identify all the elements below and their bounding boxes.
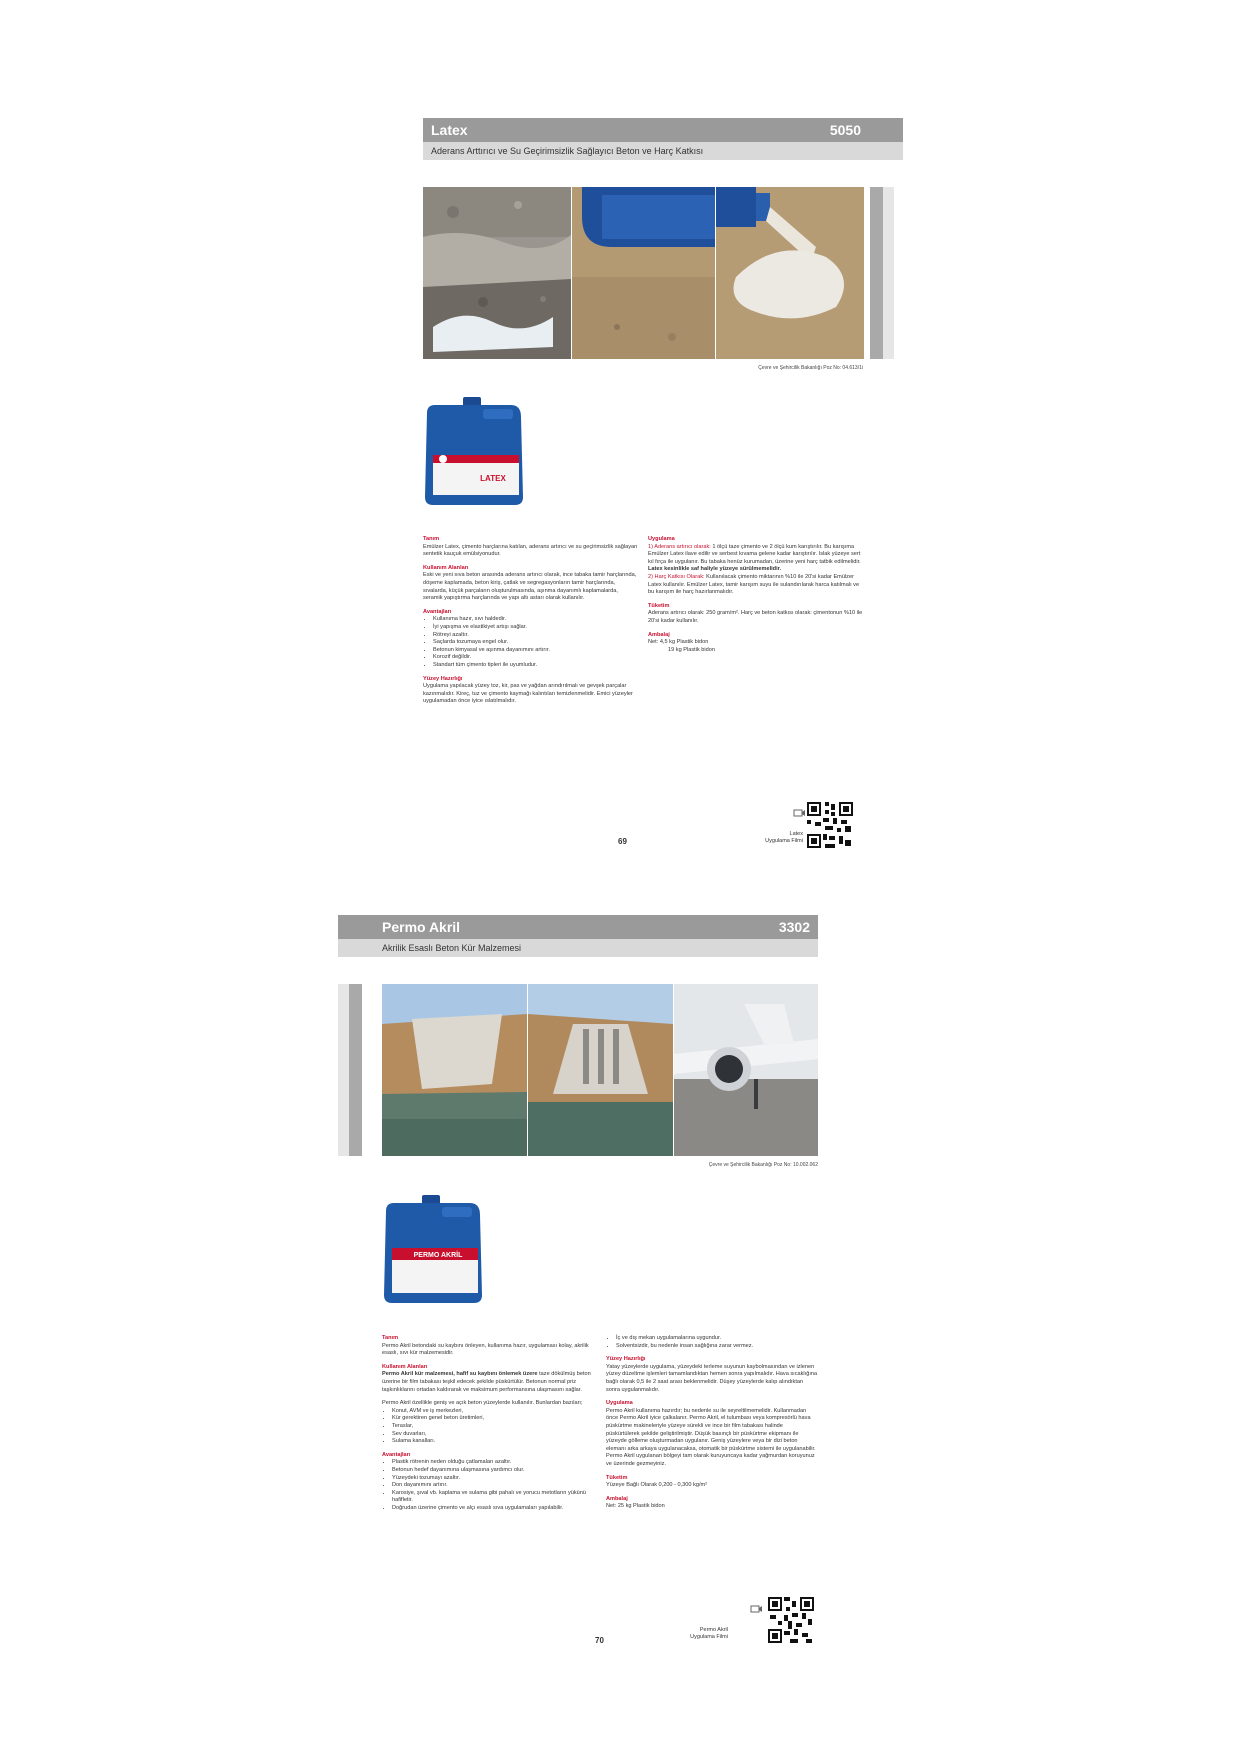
uygulama-heading: Uygulama [606,1400,633,1407]
page-number: 70 [595,1636,604,1645]
avantajlar-list [382,1459,597,1512]
ambalaj-line-1: Net: 25 kg Plastik bidon [606,1503,665,1510]
film-icon [793,805,805,815]
decorative-strip [870,187,894,359]
list-item: • Betonun hedef dayanımına ulaşmasına yardımcı olur. [392,1467,597,1475]
uygulama-heading: Uygulama [648,536,675,542]
permo-product-can [382,1193,486,1310]
ministry-poz-caption: Çevre ve Şehircilik Bakanlığı Poz No: 04.613/1i [758,365,863,371]
qr-code-icon[interactable] [807,802,853,848]
list-item: • Sulama kanalları. [392,1438,597,1446]
list-item: • Doğrudan üzerine çimento ve alçı esaslı sıva uygulamaları yapılabilir. [392,1505,597,1513]
photo-sand-container [572,187,715,359]
can-label: LATEX [480,474,506,483]
list-item: • Teraslar, [392,1423,597,1431]
latex-left-column [423,536,638,706]
list-item: • Saçlarda tozumaya engel olur. [433,639,638,647]
list-item: • Kullanıma hazır, sıvı haldedir. [433,616,638,624]
kullanim-bold: Permo Akril kür malzemesi, hafif su kaybını önlemek üzere [382,1371,538,1378]
tuketim-heading: Tüketim [606,1474,628,1481]
uygulama-text: Permo Akril kullanıma hazırdır; bu nedenle su ile seyreltilmemelidir. Kullanmadan önce Permo Akril iyice çalkalanır. Permo Akril, el tulumbası veya kompresörlü hava püskürtme makineleriyle yüzeye sürekli ve ince bir film tabakası halinde püskürtülerek şekilde geliştirilmiştir. Düşük basınçlı bir püskürtme ekipmanı ile yüzeyde gölleme oluşturmadan uygulanır. Geniş yüzeylere veya bir dizi beton elemanı arka arkaya uygulanacaksa, otomatik bir püskürtme sistemi ile uygulanabilir. Permo Akril uygulanan bölgeyi tam olarak kuruyuncaya kadar yağmurdan koruyunuz ve üzerinde gezmeyiniz. [606,1407,816,1467]
tanim-text: Emülzer Latex, çimento harçlarına katılan, aderans artırıcı ve su geçirimsizlik sağlayan sentetik kauçuk emülsiyonudur. [423,543,638,558]
list-item: • Korozif değildir. [433,654,638,662]
photo-dam-2 [528,984,673,1156]
avantajlar-heading: Avantajları [423,608,452,615]
yuzey-text: Uygulama yapılacak yüzey toz, kir, pas ve yağdan arındırılmalı ve gevşek parçalar kazınmalıdır. Kireç, tuz ve çimento kaymağı kalıntıları temizlenmelidir. Emici yüzeyler uygulamadan önce iyice ıslatılmalıdır. [423,683,633,705]
decorative-strip [338,984,362,1156]
product-subtitle-bar [338,939,818,957]
list-item: • Sev duvarları, [392,1431,597,1439]
tuketim-text: Yüzeye Bağlı Olarak 0,200 - 0,300 kg/m² [606,1482,708,1489]
list-item: • Don dayanımını artırır. [392,1482,597,1490]
film-icon [750,1601,762,1611]
list-item: • Karosiye, şıval vb. kaplama ve sulama gibi pahalı ve yorucu metotların yükünü hafifletir. [392,1490,597,1505]
qr-caption-line-1: Latex [789,831,803,837]
ambalaj-line-2: 19 kg Plastik bidon [668,646,715,653]
tanim-heading: Tanım [423,536,440,542]
tanim-text: Permo Akril betondaki su kaybını önleyen, kullanıma hazır, uygulaması kolay, akrilik esaslı, sıvı kür malzemesidir. [382,1342,589,1357]
list-item: • Yüzeydeki tozumayı azaltır. [392,1475,597,1483]
page-number: 69 [618,837,627,846]
list-item: • Standart tüm çimento tipleri ile uyumludur. [433,662,638,670]
uygulama-lead-1: 1) Aderans artırıcı olarak: [648,543,711,550]
list-item: • İç ve dış mekan uygulamalarına uygundur. [616,1335,818,1343]
kullanim-text: Eski ve yeni sıva beton arasında aderans artırıcı olarak, ince tabaka tamir harçlarında, döşeme kaplamada, beton kiriş, çatlak ve segregasyonların tamir harçlarında, sıvalarda, küçük parçaların oluşturulmasında, aşınma dayanımlı kaplamalarda, seramik yapıştırma harçlarında ve yapı altı astarı olarak kullanılır. [423,572,637,602]
qr-caption-line-1: Permo Akril [699,1627,728,1633]
permo-left-column [382,1335,597,1512]
uygulama-text-2: Kullanılacak çimento miktarının %10 ile 20'si kadar Emülzer Latex kullanılır. Emülzer Latex, tamir karışım suyu ile sulandırılarak harca katılmalı ve bu karışım ile harç hazırlanmalıdır. [648,573,860,596]
can-label: PERMO AKRİL [413,1252,463,1259]
permo-header-bar [338,915,818,939]
uygulama-lead-2: 2) Harç Katkısı Olarak: [648,573,705,580]
list-item: • Plastik rötrenin neden olduğu çatlamaları azaltır. [392,1459,597,1467]
yuzey-text: Yatay yüzeylerde uygulama, yüzeydeki terleme suyunun kaybolmasından ve izlenen yüzey düzeltme işlemleri tamamlandıktan hemen sonra yapılmalıdır. Hava sıcaklığına bağlı olarak 0,5 ile 2 saat arası beklenmelidir. Düşey yüzeylerde kalıp alındıktan sonra uygulanmalıdır. [606,1363,818,1393]
list-item: • Kür gerektiren genel beton üretimleri, [392,1415,597,1423]
product-subtitle: Aderans Arttırıcı ve Su Geçirimsizlik Sağlayıcı Beton ve Harç Katkısı [431,146,704,156]
tanim-heading: Tanım [382,1335,399,1341]
kullanim-list [382,1408,597,1446]
permo-page [338,915,818,1655]
kullanim-text-2: Permo Akril özellikle geniş ve açık beton yüzeylerde kullanılır. Bunlardan bazıları; [382,1400,583,1407]
qr-caption-line-2: Uygulama Filmi [765,837,803,844]
latex-page [423,118,903,863]
list-item: • Konut, AVM ve iş merkezleri, [392,1408,597,1416]
kullanim-text: taze dökülmüş beton üzerine bir film tabakası teşkil edecek şekilde püskürtülür. Betonun normal priz taşkınlıklarını ortadan kaldırarak ve maksimum performansına ulaşmasını sağlar. [382,1371,591,1393]
extra-advantages-list [606,1335,818,1350]
latex-header-bar [423,118,903,142]
list-item: • Betonun kimyasal ve aşınma dayanımını artırır. [433,647,638,655]
latex-product-can [423,395,527,512]
list-item: • İyi yapışma ve elastikiyet artışı sağlar. [433,624,638,632]
product-subtitle-bar [423,142,903,160]
permo-right-column [606,1335,818,1511]
list-item: • Rötreyi azaltır. [433,632,638,640]
kullanim-heading: Kullanım Alanları [382,1363,428,1370]
product-code: 3302 [778,919,810,935]
product-title: Latex [431,122,468,138]
ministry-poz-caption: Çevre ve Şehircilik Bakanlığı Poz No: 10.002.062 [708,1162,818,1168]
qr-caption-line-2: Uygulama Filmi [690,1633,728,1640]
product-title: Permo Akril [382,919,461,935]
avantajlar-list [423,616,638,669]
kullanim-heading: Kullanım Alanları [423,564,469,571]
qr-caption [743,831,803,844]
qr-caption [668,1627,728,1640]
uygulama-text-1: 1 ölçü taze çimento ve 2 ölçü kum karıştırılır. Bu karışıma Emülzer Latex ilave edilir ve serbest kıvama gelene kadar karıştırılır. Islak yüzeye sert kıl fırça ile uygulanır. Bu tabaka henüz kurumadan, üzerine yeni harç tatbik edilmelidir. [648,543,861,565]
photo-airplane [674,984,818,1156]
photo-pouring-latex [716,187,864,359]
tuketim-heading: Tüketim [648,602,670,609]
ambalaj-heading: Ambalaj [648,631,670,638]
qr-code-icon[interactable] [768,1597,814,1643]
list-item: • Solventsizdir, bu nedenle insan sağlığına zarar vermez. [616,1343,818,1351]
avantajlar-heading: Avantajları [382,1451,411,1458]
ambalaj-heading: Ambalaj [606,1495,628,1502]
product-code: 5050 [829,122,861,138]
photo-dam-1 [382,984,527,1156]
uygulama-warning: Latex kesinlikle saf haliyle yüzeye sürülmemelidir. [648,566,782,573]
photo-concrete-surface [423,187,571,359]
ambalaj-line-1: Net: 4,5 kg Plastik bidon [648,639,709,646]
product-subtitle: Akrilik Esaslı Beton Kür Malzemesi [382,943,522,953]
tuketim-text: Aderans artırıcı olarak: 250 gram/m². Harç ve beton katkısı olarak: çimentonun %10 ile 20'si kadar kullanılır. [648,610,863,624]
latex-right-column [648,536,863,654]
yuzey-heading: Yüzey Hazırlığı [606,1356,646,1363]
yuzey-heading: Yüzey Hazırlığı [423,675,463,682]
